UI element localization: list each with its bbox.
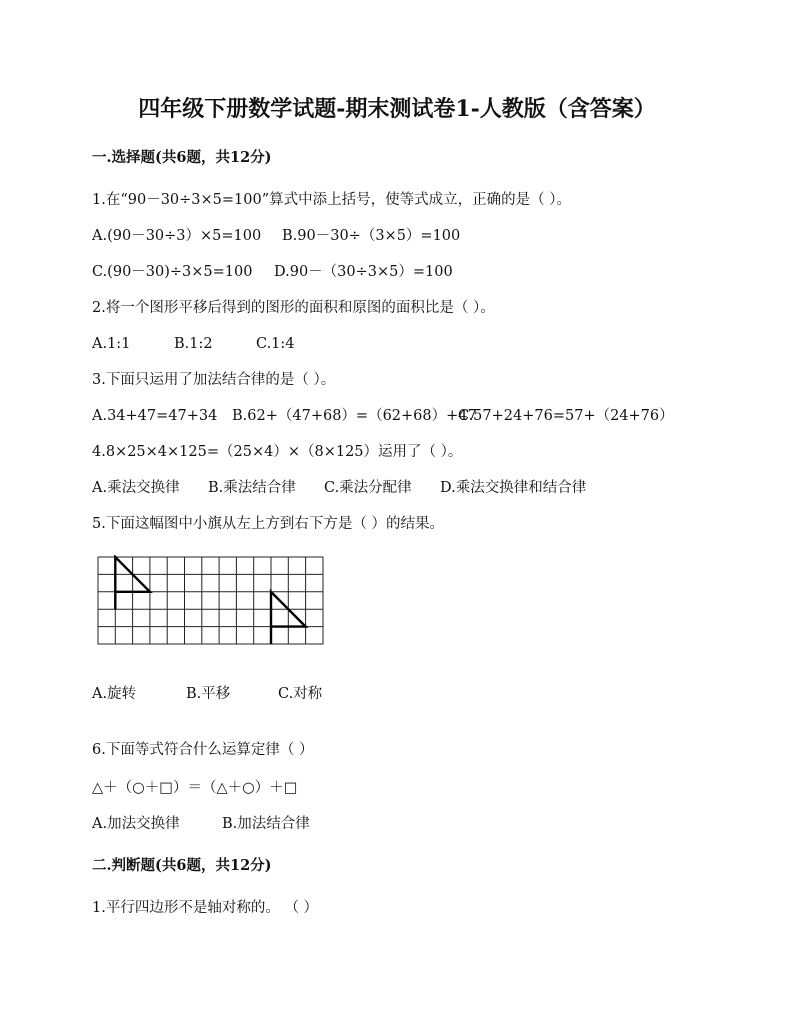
question-4-option-b: B.乘法结合律 xyxy=(208,480,296,496)
question-1-options-row-2 xyxy=(92,262,453,282)
question-4-stem: 4.8×25×4×125=（25×4）×（8×125）运用了（ ）。 xyxy=(92,444,463,460)
question-2-option-b: B.1:2 xyxy=(174,336,213,352)
question-1-stem: 1.在“90－30÷3×5=100”算式中添上括号，使等式成立，正确的是（ ）。 xyxy=(92,192,571,208)
question-4-option-c: C.乘法分配律 xyxy=(324,480,412,496)
question-6-stem: 6.下面等式符合什么运算定律（ ） xyxy=(92,742,314,758)
question-1-option-a: A.(90－30÷3）×5=100 xyxy=(92,228,262,244)
question-4-option-a: A.乘法交换律 xyxy=(92,480,180,496)
judgement-1-stem: 1.平行四边形不是轴对称的。 （ ） xyxy=(92,900,319,916)
question-3-option-c: C.57+24+76=57+（24+76） xyxy=(458,408,674,424)
question-5-stem: 5.下面这幅图中小旗从左上方到右下方是（ ）的结果。 xyxy=(92,516,444,532)
section-heading-judgement: 二.判断题(共6题，共12分) xyxy=(92,857,272,874)
question-3-stem: 3.下面只运用了加法结合律的是（ ）。 xyxy=(92,372,336,388)
question-2-option-c: C.1:4 xyxy=(256,336,295,352)
question-6-option-a: A.加法交换律 xyxy=(92,816,180,832)
question-2-option-a: A.1:1 xyxy=(92,336,131,352)
question-5-option-c: C.对称 xyxy=(278,686,323,702)
section-heading-choice: 一.选择题(共6题，共12分) xyxy=(92,149,272,166)
question-1-option-b: B.90－30÷（3×5）=100 xyxy=(282,228,461,244)
question-1-options-row-1 xyxy=(92,226,460,246)
question-6-formula: △＋（○＋□）＝（△＋○）＋□ xyxy=(92,780,298,796)
question-6-option-b: B.加法结合律 xyxy=(222,816,310,832)
document-title: 四年级下册数学试题-期末测试卷1-人教版（含答案） xyxy=(138,96,656,122)
question-3-option-b: B.62+（47+68）=（62+68）+47 xyxy=(232,408,477,424)
question-3-options xyxy=(92,406,674,426)
question-5-option-a: A.旋转 xyxy=(92,686,137,702)
question-1-option-c: C.(90－30)÷3×5=100 xyxy=(92,264,253,280)
question-2-options xyxy=(92,334,295,354)
flag-translation-grid-figure xyxy=(96,555,326,647)
question-6-options xyxy=(92,814,310,834)
question-4-options xyxy=(92,478,586,498)
question-3-option-a: A.34+47=47+34 xyxy=(92,408,218,424)
question-1-option-d: D.90－（30÷3×5）=100 xyxy=(274,264,453,280)
grid-lines xyxy=(98,557,323,644)
question-4-option-d: D.乘法交换律和结合律 xyxy=(440,480,587,496)
question-2-stem: 2.将一个图形平移后得到的图形的面积和原图的面积比是（ ）。 xyxy=(92,300,495,316)
question-5-options xyxy=(92,684,322,704)
question-5-option-b: B.平移 xyxy=(186,686,231,702)
